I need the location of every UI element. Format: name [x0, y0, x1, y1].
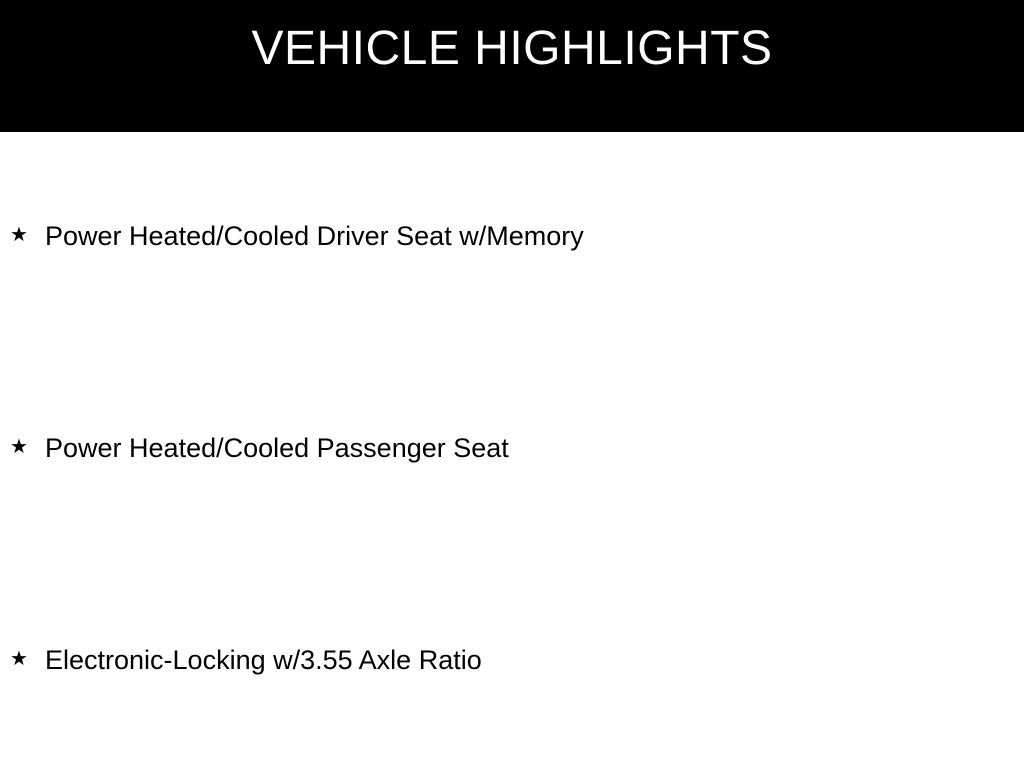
header-banner — [0, 0, 1024, 132]
highlight-item — [10, 433, 509, 464]
highlight-label: Power Heated/Cooled Passenger Seat — [45, 433, 509, 463]
star-icon: ★ — [10, 435, 28, 458]
highlight-label: Power Heated/Cooled Driver Seat w/Memory — [45, 221, 584, 251]
star-icon: ★ — [10, 223, 28, 246]
highlight-label: Electronic-Locking w/3.55 Axle Ratio — [45, 645, 482, 675]
star-icon: ★ — [10, 647, 28, 670]
page-title: VEHICLE HIGHLIGHTS — [251, 22, 773, 76]
highlight-item — [10, 221, 584, 252]
highlight-item — [10, 645, 482, 676]
